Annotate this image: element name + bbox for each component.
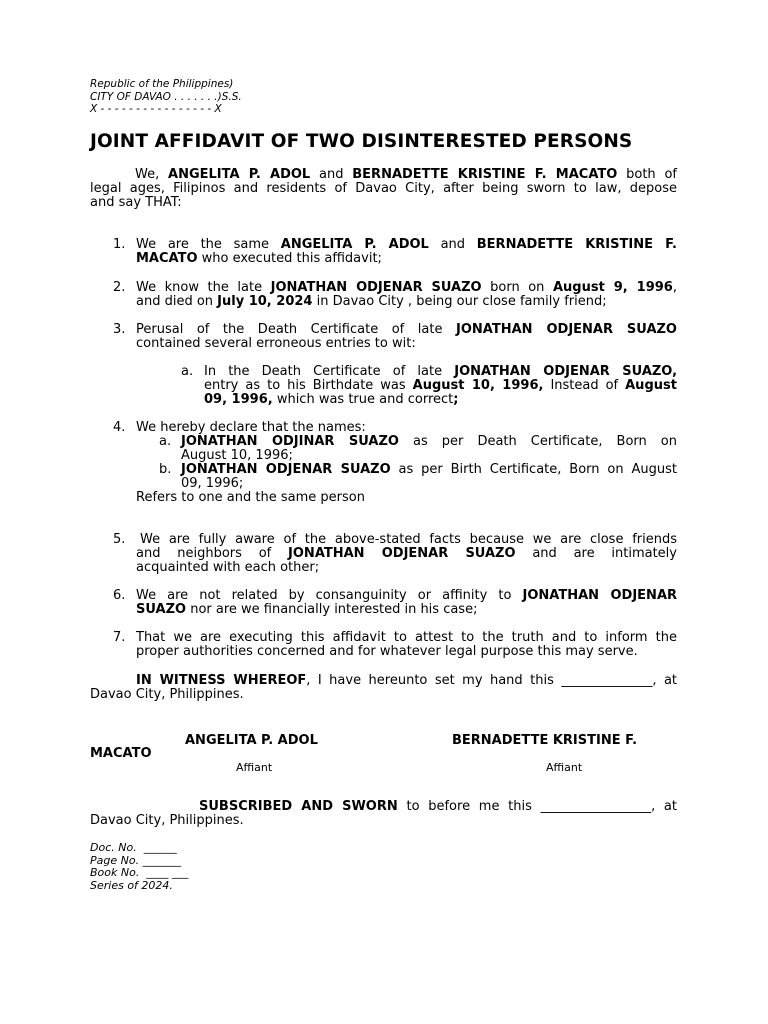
intro-line-3: and say THAT: xyxy=(90,195,182,210)
item-3a-text: In the Death Certificate of late JONATHAN ODJENAR SUAZO, entry as to his Birthdate was August 10, 1996, Instead of August 09, 1996, which was true and correct; xyxy=(204,364,678,407)
item-1-number: 1. xyxy=(113,237,126,252)
item-3-number: 3. xyxy=(113,322,126,337)
item-4a-letter: a. xyxy=(159,434,172,449)
affiant-2-name: BERNADETTE KRISTINE F. xyxy=(452,733,638,748)
item-3a-letter: a. xyxy=(181,364,194,379)
item-4-text: We hereby declare that the names: xyxy=(136,420,366,435)
book-no: Book No. ____ ___ xyxy=(90,866,189,879)
item-7-text: That we are executing this affidavit to attest to the truth and to inform the proper authorities concerned and for whatever legal purpose this may serve. xyxy=(136,630,677,659)
affiant-2-name-continued: MACATO xyxy=(90,746,152,761)
witness-paragraph: IN WITNESS WHEREOF, I have hereunto set my hand this ______________, at Davao City, Philippines. xyxy=(90,673,678,702)
item-6-number: 6. xyxy=(113,588,126,603)
item-4b-text: JONATHAN ODJENAR SUAZO as per Birth Certificate, Born on August 09, 1996; xyxy=(181,462,677,491)
item-5-number: 5. xyxy=(113,532,126,547)
jurat-paragraph: SUBSCRIBED AND SWORN to before me this _________________, at Davao City, Philippines. xyxy=(90,799,677,828)
item-2-number: 2. xyxy=(113,280,126,295)
item-4-number: 4. xyxy=(113,420,126,435)
item-5-text: We are fully aware of the above-stated facts because we are close friends and neighbors of JONATHAN ODJENAR SUAZO and are intimately acquainted with each other; xyxy=(136,532,677,575)
affiant-1-name: ANGELITA P. ADOL xyxy=(185,733,318,748)
venue-line-republic: Republic of the Philippines) xyxy=(90,78,234,90)
intro-paragraph xyxy=(90,168,677,210)
item-4-conclusion: Refers to one and the same person xyxy=(136,490,365,505)
page-no: Page No. _______ xyxy=(90,853,182,867)
item-7-number: 7. xyxy=(113,630,126,645)
intro-line-1: We, ANGELITA P. ADOL and BERNADETTE KRISTINE F. MACATO both of xyxy=(135,167,677,182)
notarial-register xyxy=(90,842,188,892)
intro-line-2: legal ages, Filipinos and residents of Davao City, after being sworn to law, depose xyxy=(90,181,677,196)
venue-line-separator: X - - - - - - - - - - - - - - - - X xyxy=(90,103,222,115)
item-1-text: We are the same ANGELITA P. ADOL and BERNADETTE KRISTINE F. MACATO who executed this affidavit; xyxy=(136,237,677,266)
venue-line-city: CITY OF DAVAO . . . . . . .)S.S. xyxy=(90,90,242,103)
item-2-text: We know the late JONATHAN ODJENAR SUAZO born on August 9, 1996, and died on July 10, 2024 in Davao City , being our close family friend; xyxy=(136,280,677,309)
series-year: Series of 2024. xyxy=(90,878,173,892)
item-6-text: We are not related by consanguinity or affinity to JONATHAN ODJENAR SUAZO nor are we financially interested in his case; xyxy=(136,588,678,617)
affiant-1-label: Affiant xyxy=(236,761,273,774)
document-title: JOINT AFFIDAVIT OF TWO DISINTERESTED PERSONS xyxy=(90,131,633,152)
item-3-text: Perusal of the Death Certificate of late JONATHAN ODJENAR SUAZO contained several erroneous entries to wit: xyxy=(136,322,677,351)
item-4b-letter: b. xyxy=(159,462,172,477)
doc-no: Doc. No. ______ xyxy=(90,841,177,854)
affiant-2-label: Affiant xyxy=(546,761,583,774)
venue-caption xyxy=(90,78,242,116)
item-4a-text: JONATHAN ODJINAR SUAZO as per Death Certificate, Born on August 10, 1996; xyxy=(181,434,677,463)
